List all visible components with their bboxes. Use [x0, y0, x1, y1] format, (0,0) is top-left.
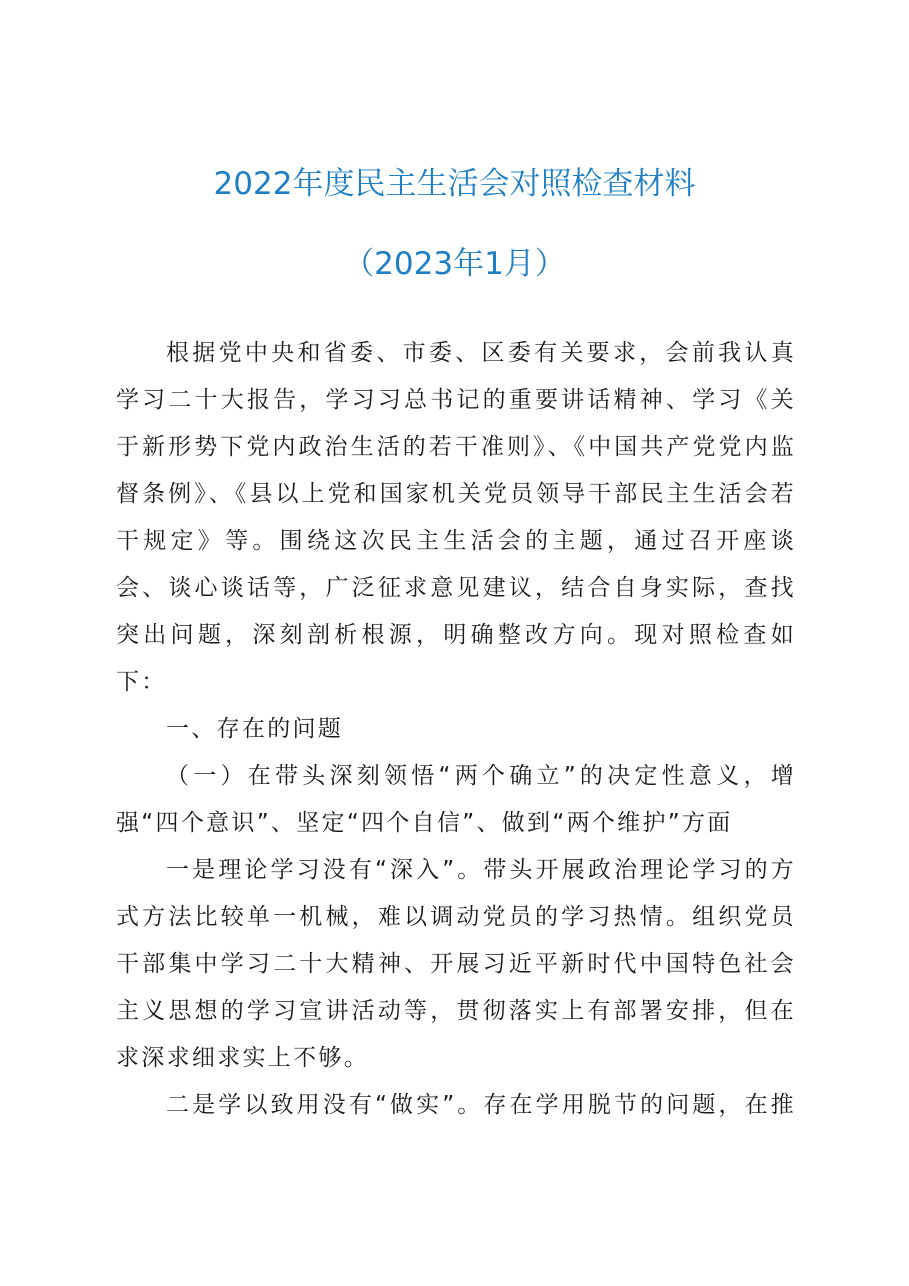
- problem-paragraph-1: 一是理论学习没有“深入”。带头开展政治理论学习的方式方法比较单一机械，难以调动党员的学习热情。组织党员干部集中学习二十大精神、开展习近平新时代中国特色社会主义思想的学习宣讲活动等，贯彻落实上有部署安排，但在求深求细求实上不够。: [116, 857, 796, 1071]
- document-body: [116, 330, 796, 1129]
- section-heading-problems: 一、存在的问题: [166, 716, 344, 742]
- subsection-heading-1: （一）在带头深刻领悟“两个确立”的决定性意义，增强“四个意识”、坚定“四个自信”、做到“两个维护”方面: [116, 763, 796, 836]
- document-title: 2022年度民主生活会对照检查材料: [213, 166, 696, 202]
- document-date-subtitle: （2023年1月）: [343, 246, 566, 282]
- problem-paragraph-2: 二是学以致用没有“做实”。存在学用脱节的问题，在推: [166, 1092, 796, 1118]
- intro-paragraph: 根据党中央和省委、市委、区委有关要求，会前我认真学习二十大报告，学习习总书记的重要讲话精神、学习《关于新形势下党内政治生活的若干准则》、《中国共产党党内监督条例》、《县以上党和国家机关党员领导干部民主生活会若干规定》等。围绕这次民主生活会的主题，通过召开座谈会、谈心谈话等，广泛征求意见建议，结合自身实际，查找突出问题，深刻剖析根源，明确整改方向。现对照检查如下：: [116, 340, 796, 695]
